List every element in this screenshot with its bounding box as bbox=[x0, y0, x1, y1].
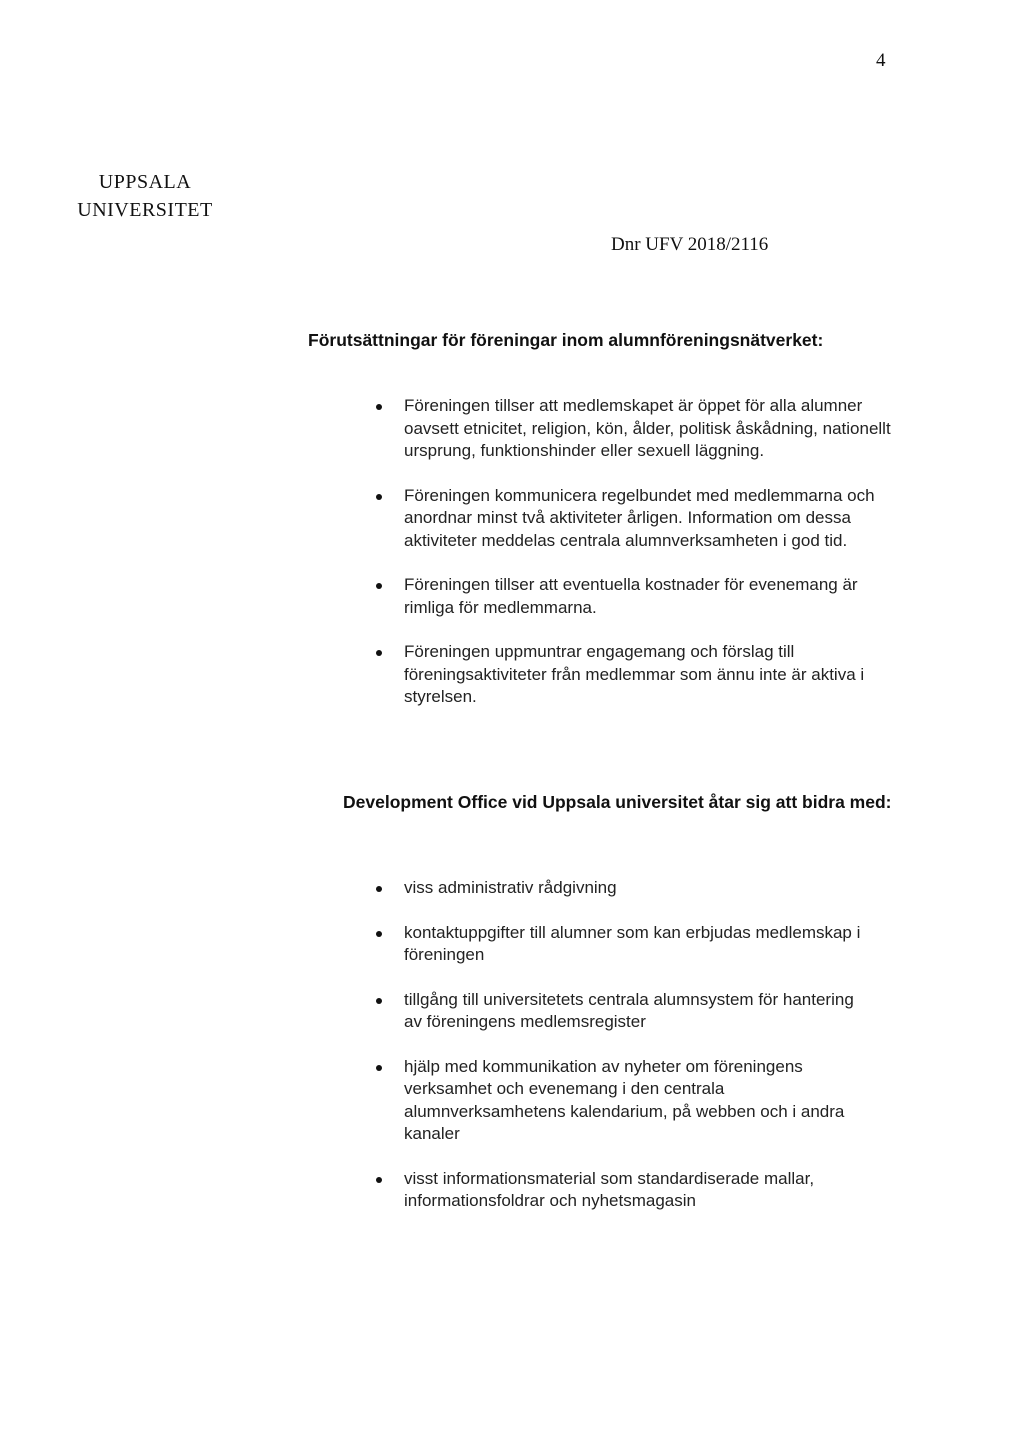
bullet-icon bbox=[376, 650, 382, 656]
section-heading-prerequisites: Förutsättningar för föreningar inom alumnföreningsnätverket: bbox=[308, 330, 824, 350]
list-item-text: kontaktuppgifter till alumner som kan erbjudas medlemskap i föreningen bbox=[404, 922, 861, 964]
bullet-icon bbox=[376, 886, 382, 892]
prerequisites-list bbox=[376, 395, 896, 731]
list-item-text: Föreningen kommunicera regelbundet med medlemmarna och anordnar minst två aktiviteter årligen. Information om dessa aktiviteter meddelas centrala alumnverksamheten i god tid. bbox=[404, 485, 875, 550]
list-item bbox=[376, 485, 896, 553]
section-heading-development-office: Development Office vid Uppsala universitet åtar sig att bidra med: bbox=[343, 792, 892, 812]
list-item-text: visst informationsmaterial som standardiserade mallar, informationsfoldrar och nyhetsmagasin bbox=[404, 1168, 815, 1210]
bullet-icon bbox=[376, 494, 382, 500]
list-item bbox=[376, 1056, 876, 1146]
university-logo bbox=[70, 168, 220, 224]
list-item-text: Föreningen tillser att eventuella kostnader för evenemang är rimliga för medlemmarna. bbox=[404, 575, 858, 617]
list-item bbox=[376, 395, 896, 463]
bullet-icon bbox=[376, 583, 382, 589]
bullet-icon bbox=[376, 1065, 382, 1071]
document-reference: Dnr UFV 2018/2116 bbox=[611, 234, 769, 255]
list-item-text: tillgång till universitetets centrala alumnsystem för hantering av föreningens medlemsregister bbox=[404, 989, 854, 1031]
bullet-icon bbox=[376, 931, 382, 937]
page-number: 4 bbox=[876, 50, 886, 71]
logo-line-2: UNIVERSITET bbox=[77, 199, 213, 221]
list-item-text: Föreningen uppmuntrar engagemang och förslag till föreningsaktiviteter från medlemmar som ännu inte är aktiva i styrelsen. bbox=[404, 642, 865, 706]
list-item bbox=[376, 989, 876, 1034]
logo-line-1: UPPSALA bbox=[98, 171, 192, 193]
list-item bbox=[376, 641, 896, 709]
list-item bbox=[376, 922, 876, 967]
list-item bbox=[376, 1168, 876, 1213]
development-office-list bbox=[376, 877, 876, 1235]
bullet-icon bbox=[376, 998, 382, 1004]
list-item bbox=[376, 877, 876, 900]
bullet-icon bbox=[376, 1177, 382, 1183]
bullet-icon bbox=[376, 404, 382, 410]
list-item-text: viss administrativ rådgivning bbox=[404, 878, 617, 897]
list-item-text: Föreningen tillser att medlemskapet är öppet för alla alumner oavsett etnicitet, religion, kön, ålder, politisk åskådning, nationellt ursprung, funktionshinder eller sexuell läggning. bbox=[404, 396, 891, 460]
list-item-text: hjälp med kommunikation av nyheter om föreningens verksamhet och evenemang i den centrala alumnverksamhetens kalendarium, på webben och i andra kanaler bbox=[404, 1056, 845, 1143]
list-item bbox=[376, 574, 896, 619]
